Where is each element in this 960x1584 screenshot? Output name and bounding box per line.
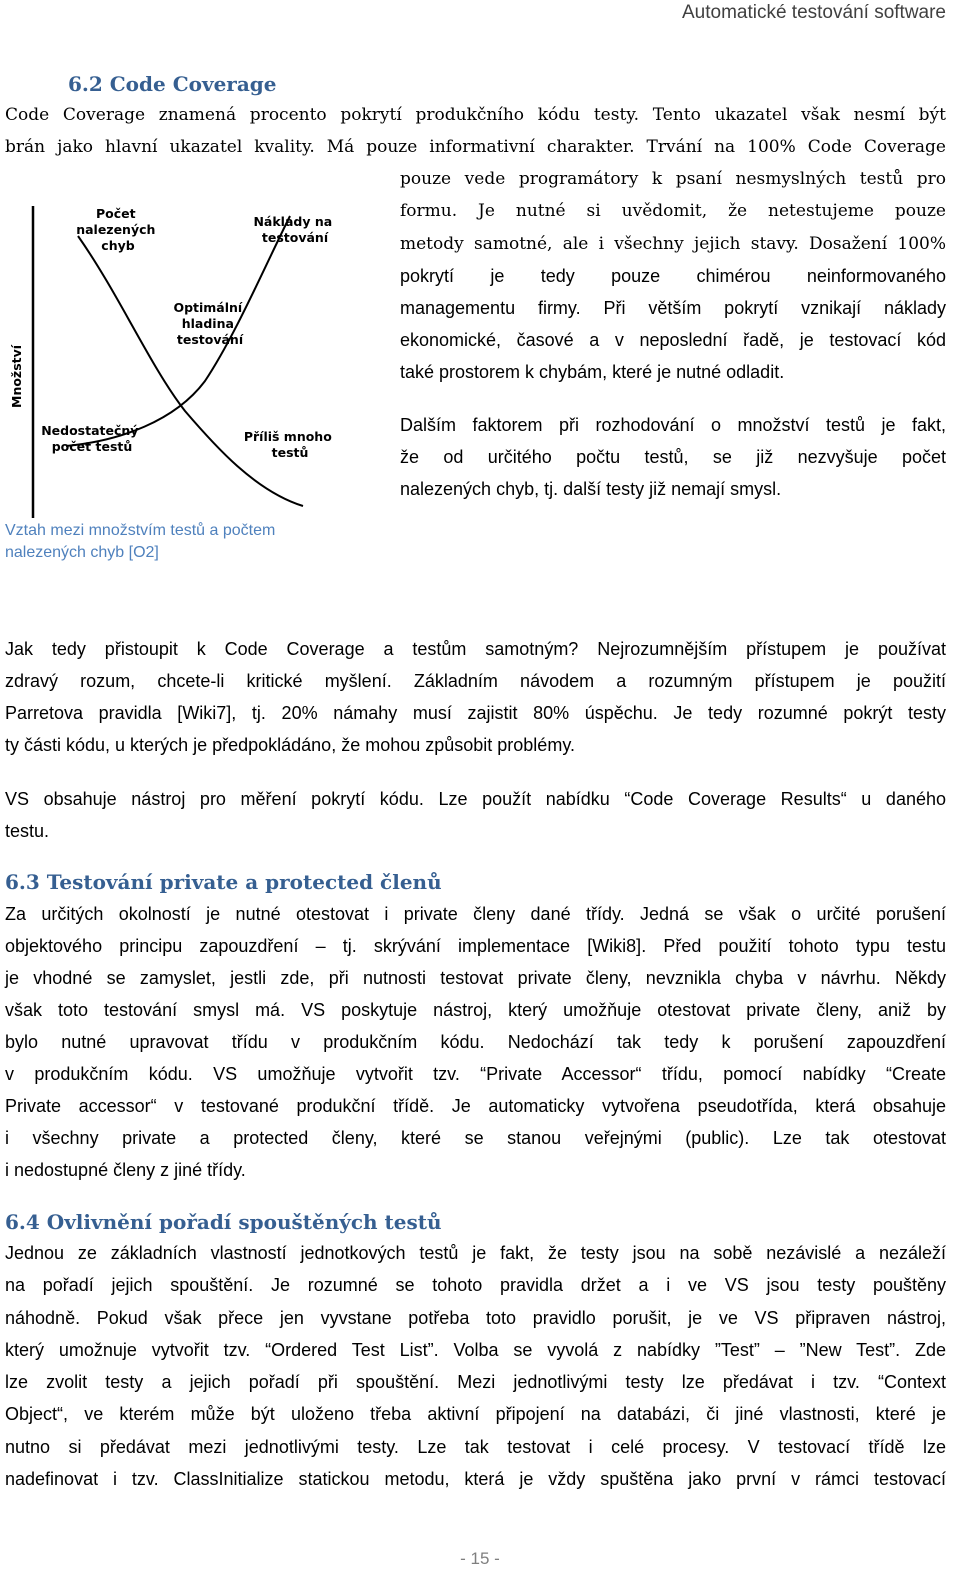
paragraph-line: však toto testování smysl má. VS poskytuje nástroj, který umožňuje otestovat private členy, aniž by: [5, 1000, 946, 1020]
paragraph-line: bylo nutné upravovat třídu v produkčním kódu. Nedochází tak tedy k porušení zapouzdření: [5, 1032, 946, 1052]
section-heading-6-3: [5, 870, 442, 894]
figure-label-found-errors: Počet nalezených chyb: [76, 206, 156, 253]
running-header: Automatické testování software: [681, 2, 946, 23]
paragraph-line: Dalším faktorem při rozhodování o množství testů je fakt,: [400, 415, 946, 435]
paragraph-line: metody samotné, ale i všechny jejich stavy. Dosažení 100%: [400, 234, 946, 254]
section-title: Ovlivnění pořadí spouštěných testů: [46, 1210, 442, 1234]
paragraph-line: formu. Je nutné si uvědomit, že netestujeme pouze: [400, 201, 946, 221]
paragraph-line: ekonomické, časové a v neposlední řadě, je testovací kód: [400, 330, 946, 350]
paragraph-line: pouze vede programátory k psaní nesmyslných testů pro: [400, 169, 946, 189]
paragraph-line: náhodně. Pokud však přece jen vyvstane potřeba toto pravidlo porušit, je ve VS připraven nástroj,: [5, 1308, 946, 1328]
section-heading-6-4: [5, 1210, 442, 1234]
section-title: Testování private a protected členů: [46, 870, 442, 894]
paragraph-line: že od určitého počtu testů, se již nezvyšuje počet: [400, 447, 946, 467]
paragraph-line: zdravý rozum, chcete-li kritické myšlení. Základním návodem a rozumným přístupem je použití: [5, 671, 946, 691]
paragraph-line: i všechny private a protected členy, které se stanou veřejnými (public). Lze tak otestovat: [5, 1128, 946, 1148]
paragraph-line: je vhodné se zamyslet, jestli zde, při nutnosti testovat private členy, nevznikla chyba v návrhu. Někdy: [5, 968, 946, 988]
section-title: Code Coverage: [109, 72, 277, 96]
section-number: 6.4: [5, 1210, 40, 1234]
paragraph-line: nutno si předávat mezi jednotlivými testy. Lze tak testovat i celé procesy. V testovací třídě lze: [5, 1437, 946, 1457]
paragraph-line: managementu firmy. Při větším pokrytí vznikají náklady: [400, 298, 946, 318]
section-number: 6.2: [68, 72, 103, 96]
found-errors-curve: [78, 236, 303, 506]
paragraph-line: také prostorem k chybám, které je nutné odladit.: [400, 362, 785, 382]
coverage-figure: [0, 196, 345, 521]
figure-label-insufficient: Nedostatečný počet testů: [41, 423, 139, 454]
paragraph-line: v produkčním kódu. VS umožňuje vytvořit tzv. “Private Accessor“ třídu, pomocí nabídky “Create: [5, 1064, 946, 1084]
paragraph-line: který umožnuje vytvořit tzv. “Ordered Test List”. Volba se vyvolá z nabídky ”Test” – ”New Test”. Zde: [5, 1340, 946, 1360]
figure-label-optimal: Optimální hladina testování: [173, 300, 244, 347]
paragraph-line: nadefinovat i tzv. ClassInitialize statickou metodu, která je vždy spuštěna jako první v rámci testovací: [5, 1469, 946, 1489]
y-axis-label: Množství: [9, 344, 24, 408]
figure-label-cost: Náklady na testování: [253, 214, 333, 245]
page-number: - 15 -: [460, 1549, 500, 1568]
paragraph-line: Code Coverage znamená procento pokrytí produkčního kódu testy. Tento ukazatel však nesmí být: [5, 105, 946, 125]
paragraph-line: pokrytí je tedy pouze chimérou neinformovaného: [400, 266, 946, 286]
paragraph-line: VS obsahuje nástroj pro měření pokrytí kódu. Lze použít nabídku “Code Coverage Results“ u daného: [5, 789, 946, 809]
paragraph-line: Parretova pravidla [Wiki7], tj. 20% námahy musí zajistit 80% úspěchu. Je tedy rozumné pokrýt testy: [5, 703, 946, 723]
figure-label-too-many: Příliš mnoho testů: [243, 429, 332, 460]
paragraph-line: Jak tedy přistoupit k Code Coverage a testům samotným? Nejrozumnějším přístupem je používat: [5, 639, 946, 659]
section-heading-6-2: [68, 72, 277, 96]
figure-caption: Vztah mezi množstvím testů a počtem nalezených chyb [O2]: [5, 522, 276, 561]
paragraph-line: Object“, ve kterém může být uloženo třeba aktivní připojení na databázi, či jiné vlastnosti, které je: [5, 1404, 946, 1424]
paragraph-line: na pořadí jejich spouštění. Je rozumné se tohoto pravidla držet a i ve VS jsou testy pouštěny: [5, 1275, 946, 1295]
paragraph-line: testu.: [5, 821, 50, 841]
paragraph-line: objektového principu zapouzdření – tj. skrývání implementace [Wiki8]. Před použití tohoto typu testu: [5, 936, 946, 956]
paragraph-line: nalezených chyb, tj. další testy již nemají smysl.: [400, 479, 782, 499]
section-number: 6.3: [5, 870, 40, 894]
paragraph-line: Za určitých okolností je nutné otestovat i private členy dané třídy. Jedná se však o určité porušení: [5, 904, 946, 924]
testing-cost-curve: [66, 216, 290, 446]
paragraph-line: brán jako hlavní ukazatel kvality. Má pouze informativní charakter. Trvání na 100% Code Coverage: [5, 137, 946, 157]
paragraph-line: lze zvolit testy a jejich pořadí při spouštění. Mezi jednotlivými testy lze předávat i tzv. “Context: [5, 1372, 946, 1392]
paragraph-line: Jednou ze základních vlastností jednotkových testů je fakt, že testy jsou na sobě nezávislé a nezáleží: [5, 1243, 946, 1263]
paragraph-line: Private accessor“ v testované produkční třídě. Je automaticky vytvořena pseudotřída, která obsahuje: [5, 1096, 946, 1116]
paragraph-line: ty části kódu, u kterých je předpokládáno, že mohou způsobit problémy.: [5, 735, 575, 755]
paragraph-line: i nedostupné členy z jiné třídy.: [5, 1160, 246, 1180]
